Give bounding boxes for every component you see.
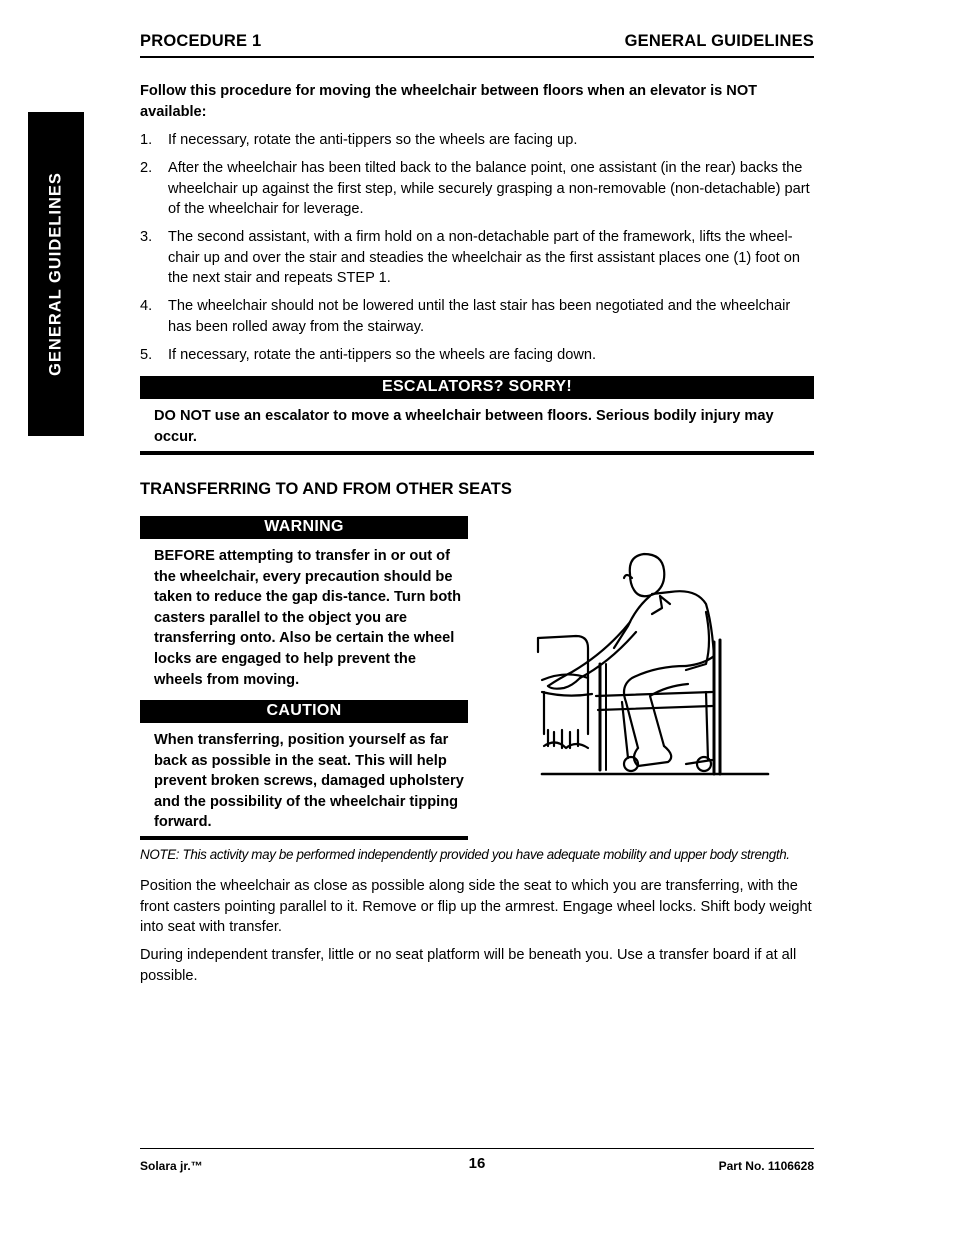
person-transferring-from-wheelchair-icon	[536, 552, 772, 782]
header-rule	[140, 56, 814, 58]
side-tab	[28, 112, 84, 436]
warning-banner: WARNING	[140, 516, 468, 539]
footer-rule	[140, 1148, 814, 1149]
step-item	[140, 130, 814, 151]
page-number: 16	[468, 1155, 486, 1172]
caution-banner: CAUTION	[140, 700, 468, 723]
step-number: 5.	[140, 347, 153, 363]
footer-part-number: Part No. 1106628	[718, 1159, 814, 1173]
caution-bottom-rule	[140, 836, 468, 840]
step-text: The second assistant, with a firm hold on a non-detachable part of the framework, lifts the wheel-chair up and over the stair and steadies the wheelchair as the first assistant places one (1) foot on the next stair and repeats STEP 1.	[168, 229, 800, 287]
step-item	[140, 296, 814, 337]
step-number: 1.	[140, 132, 153, 148]
step-number: 3.	[140, 229, 153, 245]
header-procedure: PROCEDURE 1	[140, 32, 262, 50]
paragraph: During independent transfer, little or no seat platform will be beneath you. Use a transfer board if at all possible.	[140, 947, 797, 984]
side-tab-label: GENERAL GUIDELINES	[46, 172, 65, 376]
paragraph: Position the wheelchair as close as possible along side the seat to which you are transferring, with the front casters pointing parallel to it. Remove or flip up the armrest. Engage wheel locks. Shift body weight into seat with transfer.	[140, 878, 812, 936]
warning-text: BEFORE attempting to transfer in or out of the wheelchair, every precaution should be taken to reduce the gap dis-tance. Turn both casters parallel to the object you are transferring onto. Also be certain the wheel locks are engaged to help prevent the wheels from moving.	[154, 548, 462, 688]
step-item	[140, 345, 814, 366]
step-text: The wheelchair should not be lowered until the last stair has been negotiated and the wheelchair has been rolled away from the stairway.	[168, 298, 791, 335]
step-text: After the wheelchair has been tilted back to the balance point, one assistant (in the rear) backs the wheelchair up against the first step, while securely grasping a non-removable (non-detachable) part of the wheelchair for leverage.	[168, 160, 810, 218]
note-text: NOTE: This activity may be performed independently provided you have adequate mobility and upper body strength.	[140, 847, 790, 862]
step-number: 2.	[140, 160, 153, 176]
caution-text: When transferring, position yourself as far back as possible in the seat. This will help prevent broken screws, damaged upholstery and the possibility of the wheelchair tipping forward.	[154, 732, 464, 831]
intro-text: Follow this procedure for moving the wheelchair between floors when an elevator is NOT available:	[140, 83, 758, 120]
footer-product-name: Solara jr.™	[140, 1159, 203, 1173]
step-text: If necessary, rotate the anti-tippers so the wheels are facing up.	[168, 132, 578, 148]
header-section-title: GENERAL GUIDELINES	[624, 32, 814, 50]
escalator-banner: ESCALATORS? SORRY!	[140, 376, 814, 399]
step-item	[140, 158, 814, 220]
escalator-bottom-rule	[140, 451, 814, 455]
section-heading: TRANSFERRING TO AND FROM OTHER SEATS	[140, 480, 512, 498]
escalator-warning-text: DO NOT use an escalator to move a wheelchair between floors. Serious bodily injury may occur.	[154, 408, 774, 445]
step-number: 4.	[140, 298, 153, 314]
step-item	[140, 227, 814, 289]
step-text: If necessary, rotate the anti-tippers so the wheels are facing down.	[168, 347, 597, 363]
